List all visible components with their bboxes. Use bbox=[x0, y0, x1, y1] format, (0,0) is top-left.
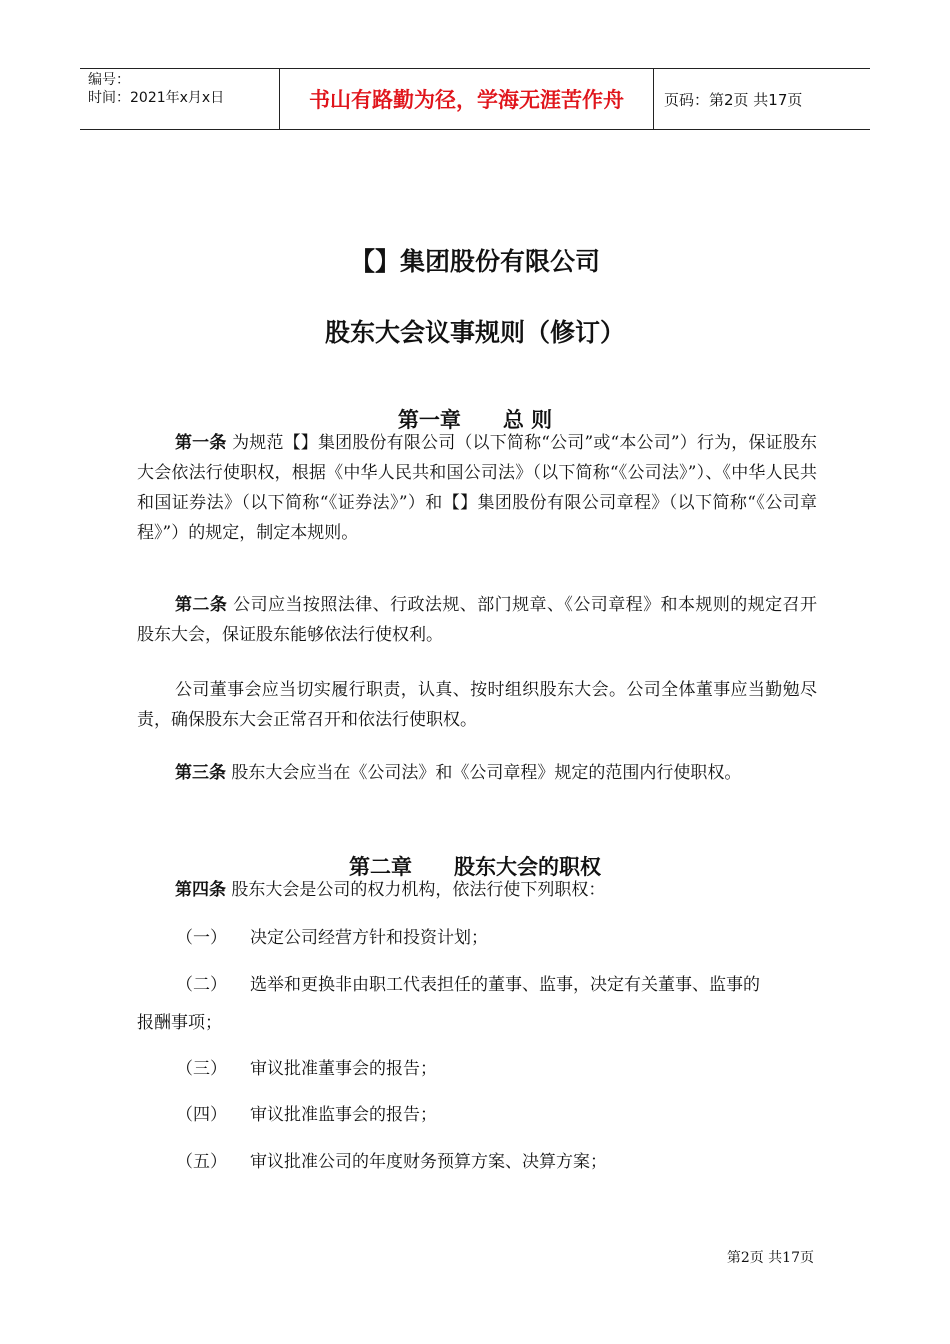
list-item-text: 选举和更换非由职工代表担任的董事、监事，决定有关董事、监事的 bbox=[250, 975, 760, 995]
article-1 bbox=[137, 428, 817, 548]
company-title: 【】集团股份有限公司 bbox=[349, 247, 600, 276]
article-3 bbox=[137, 758, 817, 788]
list-item bbox=[137, 1147, 817, 1177]
header-motto: 书山有路勤为径，学海无涯苦作舟 bbox=[280, 69, 654, 129]
page-footer: 第2页 共17页 bbox=[726, 1250, 814, 1266]
header-number: 编号： bbox=[88, 72, 130, 88]
list-item bbox=[137, 970, 817, 1000]
list-item-number: （五） bbox=[176, 1152, 227, 1172]
list-item-text: 报酬事项； bbox=[137, 1013, 222, 1033]
article-2-text: 公司应当按照法律、行政法规、部门规章、《公司章程》和本规则的规定召开股东大会，保证股东能够依法行使权利。 bbox=[137, 595, 818, 645]
article-2-paragraph-2: 公司董事会应当切实履行职责，认真、按时组织股东大会。公司全体董事应当勤勉尽责，确保股东大会正常召开和依法行使职权。 bbox=[137, 680, 817, 730]
chapter-2-heading: 第二章 股东大会的职权 bbox=[349, 855, 601, 879]
list-item-number: （三） bbox=[176, 1059, 227, 1079]
article-2 bbox=[137, 590, 817, 650]
list-item bbox=[137, 923, 817, 953]
article-1-text: 为规范【】集团股份有限公司（以下简称“公司”或“本公司”）行为，保证股东大会依法行使职权，根据《中华人民共和国公司法》（以下简称“《公司法》”）、《中华人民共和国证券法》（以下简称“《证券法》”）和【】集团股份有限公司章程》（以下简称“《公司章程》”）的规定，制定本规则。 bbox=[137, 433, 818, 543]
list-item-number: （四） bbox=[176, 1105, 227, 1125]
header-page-info: 页码：第2页 共17页 bbox=[664, 90, 803, 109]
article-3-label: 第三条 bbox=[175, 763, 226, 783]
list-item-number: （一） bbox=[176, 928, 227, 948]
list-item bbox=[137, 1100, 817, 1130]
chapter-1-heading: 第一章 总 则 bbox=[397, 408, 553, 432]
article-1-label: 第一条 bbox=[175, 433, 227, 453]
list-item bbox=[137, 1054, 817, 1084]
article-4 bbox=[137, 875, 817, 905]
article-4-text: 股东大会是公司的权力机构，依法行使下列职权： bbox=[226, 880, 606, 900]
article-2-label: 第二条 bbox=[175, 595, 228, 615]
page-header bbox=[80, 68, 870, 130]
list-item-text: 审议批准监事会的报告； bbox=[250, 1105, 437, 1125]
document-title: 股东大会议事规则（修订） bbox=[324, 318, 625, 347]
list-item-text: 审议批准公司的年度财务预算方案、决算方案； bbox=[250, 1152, 607, 1172]
list-item-text: 审议批准董事会的报告； bbox=[250, 1059, 437, 1079]
list-item-continuation bbox=[137, 1008, 817, 1038]
header-time: 时间：2021年x月x日 bbox=[88, 90, 225, 106]
list-item-number: （二） bbox=[176, 975, 227, 995]
header-meta bbox=[80, 69, 280, 129]
article-4-label: 第四条 bbox=[175, 880, 226, 900]
article-3-text: 股东大会应当在《公司法》和《公司章程》规定的范围内行使职权。 bbox=[226, 763, 742, 783]
list-item-text: 决定公司经营方针和投资计划； bbox=[250, 928, 488, 948]
